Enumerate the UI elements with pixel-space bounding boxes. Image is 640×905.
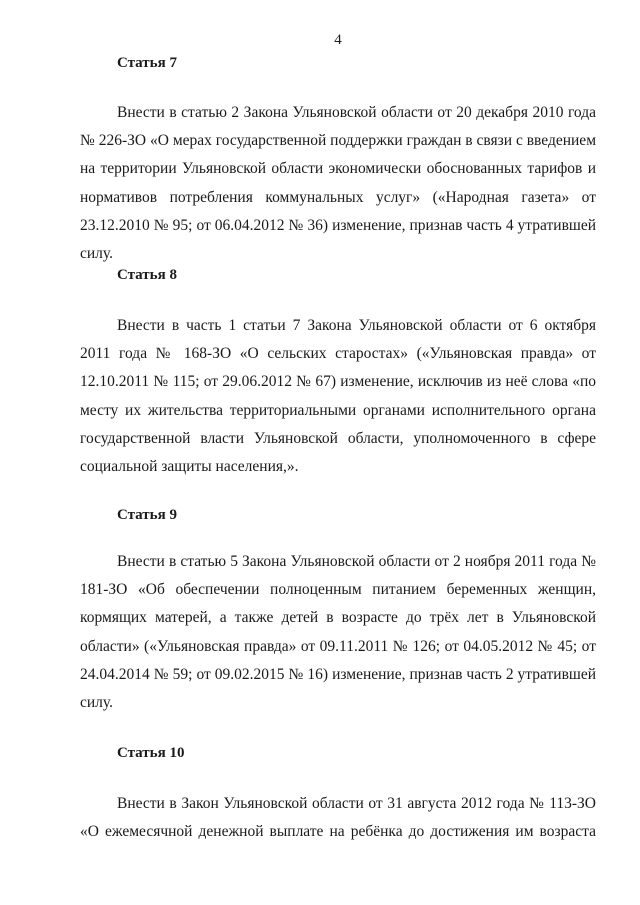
article-10-heading: Статья 10 <box>117 745 185 761</box>
article-8-text: Внести в часть 1 статьи 7 Закона Ульяновской области от 6 октября 2011 года № 168-ЗО «О сельских старостах» («Ульяновская правда» от 12.10.2011 № 115; от 29.06.2012 № 67) изменение, исключив из неё слова «по месту их жительства территориальными органами исполнительного органа государственной власти Ульяновской области, уполномоченного в сфере социальной защиты населения,». <box>80 317 596 476</box>
article-9-text: Внести в статью 5 Закона Ульяновской области от 2 ноября 2011 года № 181-ЗО «Об обеспечении полноценным питанием беременных женщин, кормящих матерей, а также детей в возрасте до трёх лет в Ульяновской области» («Ульяновская правда» от 09.11.2011 № 126; от 04.05.2012 № 45; от 24.04.2014 № 59; от 09.02.2015 № 16) изменение, признав часть 2 утратившей силу. <box>80 553 596 712</box>
article-7-text: Внести в статью 2 Закона Ульяновской области от 20 декабря 2010 года № 226-ЗО «О мерах государственной поддержки граждан в связи с введением на территории Ульяновской области экономически обоснованных тарифов и нормативов потребления коммунальных услуг» («Народная газета» от 23.12.2010 № 95; от 06.04.2012 № 36) изменение, признав часть 4 утратившей силу. <box>80 104 596 263</box>
article-9-heading: Статья 9 <box>117 507 177 523</box>
page-number: 4 <box>334 32 342 48</box>
article-8-heading: Статья 8 <box>117 267 177 283</box>
article-7-heading: Статья 7 <box>117 55 177 71</box>
article-10-text: Внести в Закон Ульяновской области от 31 августа 2012 года № 113-ЗО «О ежемесячной денежной выплате на ребёнка до достижения им возраста <box>80 795 596 841</box>
